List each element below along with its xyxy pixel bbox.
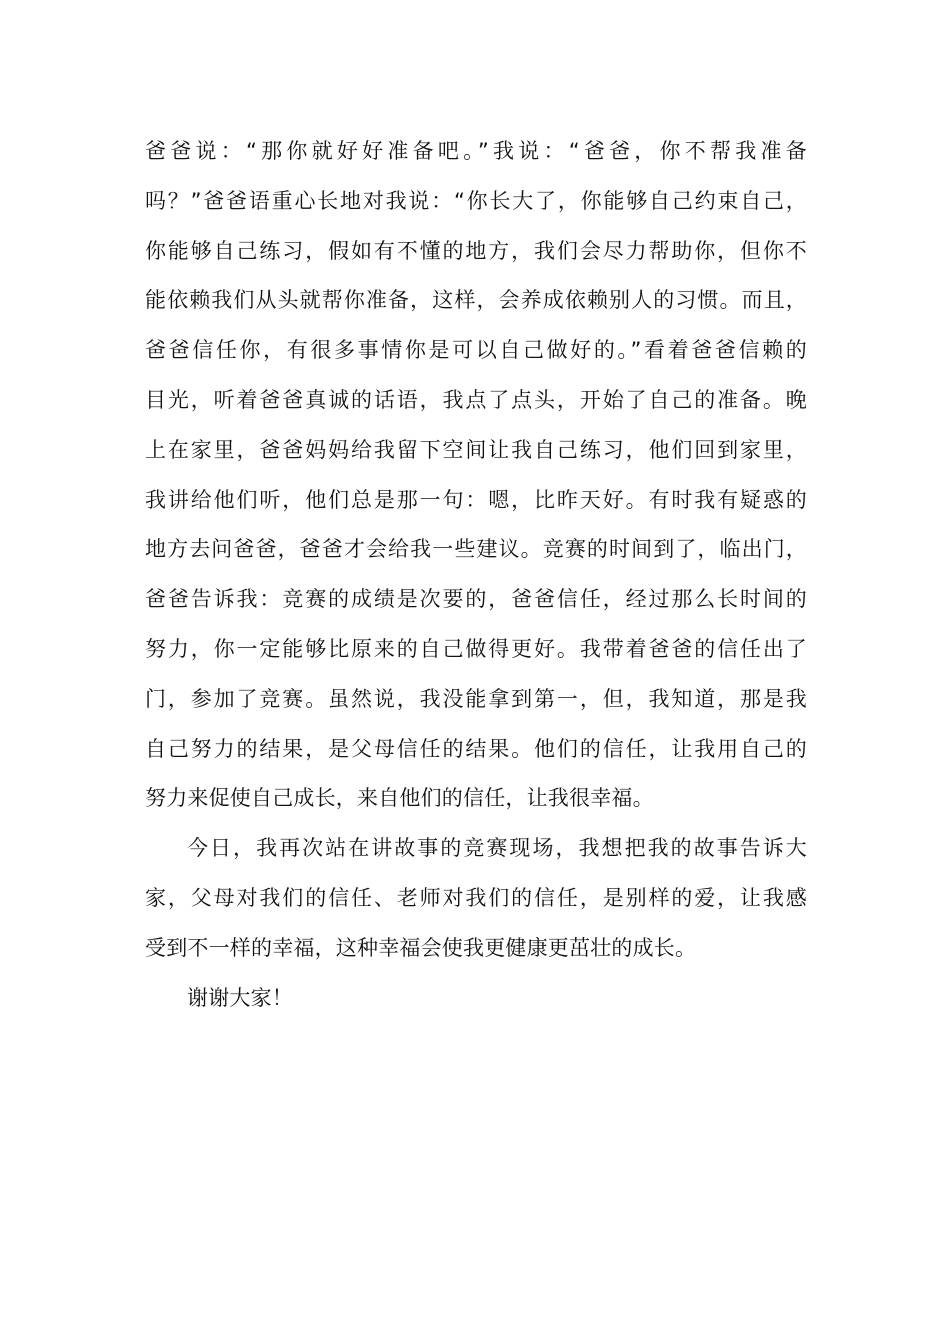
text-line: 爸爸告诉我：竞赛的成绩是次要的，爸爸信任，经过那么长时间的 <box>145 587 807 612</box>
document-body <box>145 127 807 1023</box>
text-line: 你能够自己练习，假如有不懂的地方，我们会尽力帮助你，但你不 <box>145 238 807 263</box>
closing-line: 谢谢大家！ <box>187 985 293 1010</box>
text-line: 爸爸说：“那你就好好准备吧。”我说：“爸爸，你不帮我准备 <box>145 139 807 163</box>
text-line: 受到不一样的幸福，这种幸福会使我更健康更茁壮的成长。 <box>145 935 697 960</box>
text-line: 门，参加了竞赛。虽然说，我没能拿到第一，但，我知道，那是我 <box>145 686 807 711</box>
paragraph-2 <box>145 824 807 973</box>
text-line: 自己努力的结果，是父母信任的结果。他们的信任，让我用自己的 <box>145 736 807 761</box>
text-line: 上在家里，爸爸妈妈给我留下空间让我自己练习，他们回到家里， <box>145 437 807 462</box>
text-line: 努力，你一定能够比原来的自己做得更好。我带着爸爸的信任出了 <box>145 636 807 661</box>
text-line: 家，父母对我们的信任、老师对我们的信任，是别样的爱，让我感 <box>145 885 807 910</box>
text-line: 地方去问爸爸，爸爸才会给我一些建议。竞赛的时间到了，临出门， <box>145 537 807 562</box>
text-line: 努力来促使自己成长，来自他们的信任，让我很幸福。 <box>145 786 654 811</box>
text-line: 能依赖我们从头就帮你准备，这样，会养成依赖别人的习惯。而且， <box>145 288 807 313</box>
text-line: 吗？”爸爸语重心长地对我说：“你长大了，你能够自己约束自己， <box>145 188 807 213</box>
text-line: 爸爸信任你，有很多事情你是可以自己做好的。”看着爸爸信赖的 <box>145 338 807 363</box>
text-line: 今日，我再次站在讲故事的竞赛现场，我想把我的故事告诉大 <box>187 836 807 861</box>
text-line: 我讲给他们听，他们总是那一句：嗯，比昨天好。有时我有疑惑的 <box>145 487 807 512</box>
text-line: 目光，听着爸爸真诚的话语，我点了点头，开始了自己的准备。晚 <box>145 387 807 412</box>
paragraph-3 <box>145 974 807 1024</box>
paragraph-1 <box>145 127 807 824</box>
